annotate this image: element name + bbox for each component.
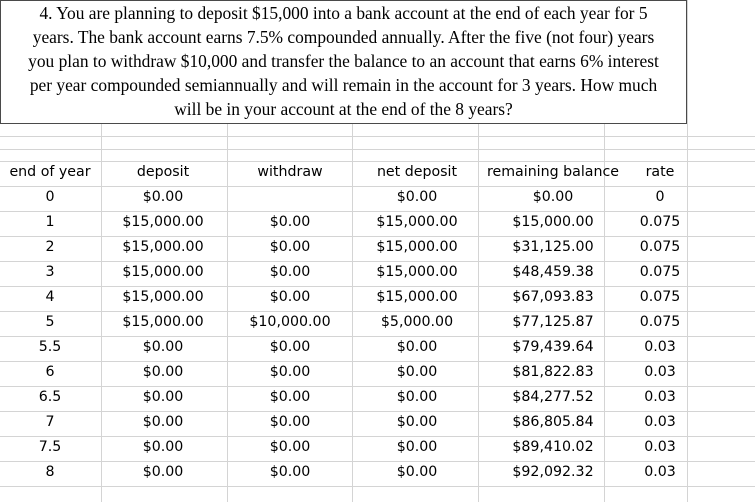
cell-net-deposit[interactable]: $0.00 [396,339,438,355]
table-row [0,285,755,310]
header-cell-deposit[interactable]: deposit [136,164,190,180]
cell-deposit[interactable]: $0.00 [142,389,184,405]
cell-withdraw[interactable]: $0.00 [269,239,311,255]
cell-withdraw[interactable]: $0.00 [269,214,311,230]
cell-remaining-balance[interactable]: $67,093.83 [512,289,594,305]
cell-rate[interactable]: 0.075 [639,214,681,230]
cell-rate[interactable]: 0.075 [639,314,681,330]
cell-remaining-balance[interactable]: $31,125.00 [512,239,594,255]
cell-end-of-year[interactable]: 2 [45,239,55,255]
question-line: will be in your account at the end of the 8 years? [174,99,513,119]
cell-withdraw[interactable]: $0.00 [269,339,311,355]
cell-deposit[interactable]: $15,000.00 [122,289,204,305]
cell-withdraw[interactable]: $0.00 [269,464,311,480]
cell-deposit[interactable]: $0.00 [142,189,184,205]
cell-net-deposit[interactable]: $0.00 [396,189,438,205]
cell-end-of-year[interactable]: 1 [45,214,55,230]
cell-end-of-year[interactable]: 7.5 [38,439,62,455]
cell-withdraw[interactable]: $0.00 [269,264,311,280]
cell-end-of-year[interactable]: 6.5 [38,389,62,405]
cell-withdraw[interactable]: $0.00 [269,389,311,405]
cell-remaining-balance[interactable]: $89,410.02 [512,439,594,455]
cell-net-deposit[interactable]: $15,000.00 [376,264,458,280]
cell-net-deposit[interactable]: $15,000.00 [376,239,458,255]
cell-rate[interactable]: 0.03 [644,364,676,380]
cell-net-deposit[interactable]: $0.00 [396,439,438,455]
cell-remaining-balance[interactable]: $81,822.83 [512,364,594,380]
cell-end-of-year[interactable]: 5.5 [38,339,62,355]
cell-withdraw[interactable] [238,185,342,210]
cell-deposit[interactable]: $0.00 [142,339,184,355]
cell-net-deposit[interactable]: $0.00 [396,364,438,380]
cell-remaining-balance[interactable]: $77,125.87 [512,314,594,330]
header-cell-end-of-year[interactable]: end of year [9,164,91,180]
table-row [0,410,755,435]
cell-deposit[interactable]: $0.00 [142,414,184,430]
cell-rate[interactable]: 0.03 [644,389,676,405]
cell-remaining-balance[interactable]: $92,092.32 [512,464,594,480]
cell-remaining-balance[interactable]: $15,000.00 [512,214,594,230]
header-cell-rate[interactable]: rate [645,164,675,180]
cell-deposit[interactable]: $15,000.00 [122,314,204,330]
cell-end-of-year[interactable]: 6 [45,364,55,380]
cell-rate[interactable]: 0.03 [644,464,676,480]
cell-net-deposit[interactable]: $15,000.00 [376,214,458,230]
table-row [0,235,755,260]
header-cell-withdraw[interactable]: withdraw [257,164,323,180]
cell-remaining-balance[interactable]: $86,805.84 [512,414,594,430]
cell-deposit[interactable]: $0.00 [142,364,184,380]
cell-end-of-year[interactable]: 3 [45,264,55,280]
question-line: 4. You are planning to deposit $15,000 into a bank account at the end of each year for 5 [39,3,648,23]
cell-remaining-balance[interactable]: $84,277.52 [512,389,594,405]
cell-rate[interactable]: 0.075 [639,264,681,280]
table-row [0,210,755,235]
cell-rate[interactable]: 0.03 [644,439,676,455]
cell-rate[interactable]: 0 [655,189,665,205]
cell-end-of-year[interactable]: 5 [45,314,55,330]
cell-withdraw[interactable]: $0.00 [269,414,311,430]
table-row [0,435,755,460]
cell-remaining-balance[interactable]: $0.00 [532,189,574,205]
cell-deposit[interactable]: $15,000.00 [122,214,204,230]
cell-rate[interactable]: 0.03 [644,339,676,355]
cell-end-of-year[interactable]: 8 [45,464,55,480]
gridline [0,149,755,150]
cell-withdraw[interactable]: $10,000.00 [249,314,331,330]
table-row [0,185,755,210]
cell-withdraw[interactable]: $0.00 [269,364,311,380]
question-text-box [0,0,687,124]
question-line: you plan to withdraw $10,000 and transfer the balance to an account that earns 6% interest [28,51,659,71]
header-cell-net-deposit[interactable]: net deposit [376,164,458,180]
cell-net-deposit[interactable]: $0.00 [396,414,438,430]
table-row [0,260,755,285]
cell-rate[interactable]: 0.03 [644,414,676,430]
gridline [0,486,755,487]
header-row [0,160,755,185]
cell-net-deposit[interactable]: $0.00 [396,464,438,480]
cell-withdraw[interactable]: $0.00 [269,289,311,305]
table-row [0,360,755,385]
table-row [0,460,755,485]
gridline [0,136,755,137]
cell-withdraw[interactable]: $0.00 [269,439,311,455]
cell-net-deposit[interactable]: $15,000.00 [376,289,458,305]
cell-end-of-year[interactable]: 7 [45,414,55,430]
cell-net-deposit[interactable]: $5,000.00 [380,314,454,330]
cell-deposit[interactable]: $15,000.00 [122,239,204,255]
cell-deposit[interactable]: $15,000.00 [122,264,204,280]
header-cell-remaining-balance[interactable]: remaining balance [486,164,619,180]
cell-remaining-balance[interactable]: $48,459.38 [512,264,594,280]
cell-net-deposit[interactable]: $0.00 [396,389,438,405]
cell-rate[interactable]: 0.075 [639,239,681,255]
table-row [0,310,755,335]
table-row [0,385,755,410]
cell-deposit[interactable]: $0.00 [142,439,184,455]
cell-deposit[interactable]: $0.00 [142,464,184,480]
cell-end-of-year[interactable]: 4 [45,289,55,305]
cell-end-of-year[interactable]: 0 [45,189,55,205]
question-line: per year compounded semiannually and will remain in the account for 3 years. How much [29,75,658,95]
cell-remaining-balance[interactable]: $79,439.64 [512,339,594,355]
cell-rate[interactable]: 0.075 [639,289,681,305]
question-line: years. The bank account earns 7.5% compounded annually. After the five (not four) years [32,27,655,47]
table-row [0,335,755,360]
